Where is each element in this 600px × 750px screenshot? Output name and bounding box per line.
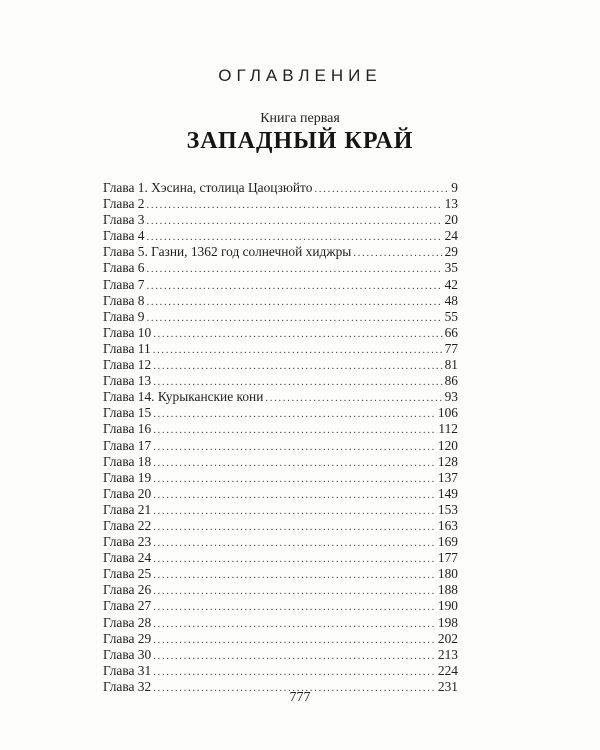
toc-leader-dots	[153, 599, 436, 615]
toc-leader-dots	[147, 197, 443, 213]
toc-entry-page: 188	[437, 582, 458, 598]
toc-entry-page: 112	[438, 421, 458, 437]
toc-entry	[103, 421, 458, 437]
toc-entry	[103, 663, 458, 679]
toc-leader-dots	[147, 229, 443, 245]
toc-entry	[103, 277, 458, 293]
toc-entry-title: Глава 16	[103, 421, 152, 437]
toc-entry	[103, 582, 458, 598]
toc-entry	[103, 180, 458, 196]
toc-leader-dots	[153, 632, 436, 648]
toc-entry-title: Глава 22	[103, 517, 152, 533]
toc-entry-page: 13	[444, 196, 458, 212]
toc-leader-dots	[147, 213, 443, 229]
toc-entry-page: 149	[437, 485, 458, 501]
toc-entry-page: 128	[437, 453, 458, 469]
toc-entry	[103, 615, 458, 631]
toc-entry	[103, 212, 458, 228]
toc-entry-title: Глава 23	[103, 534, 152, 550]
toc-entry-page: 35	[444, 260, 458, 276]
toc-entry	[103, 244, 458, 260]
toc-leader-dots	[153, 439, 436, 455]
toc-entry-title: Глава 26	[103, 582, 152, 598]
toc-leader-dots	[147, 261, 443, 277]
toc-entry	[103, 566, 458, 582]
toc-entry-title: Глава 2	[103, 196, 145, 212]
toc-entry-title: Глава 12	[103, 357, 152, 373]
toc-entry	[103, 293, 458, 309]
toc-entry-page: 24	[444, 228, 458, 244]
toc-entry-title: Глава 19	[103, 469, 152, 485]
toc-entry	[103, 454, 458, 470]
toc-entry-title: Глава 24	[103, 550, 152, 566]
toc-entry	[103, 405, 458, 421]
toc-entry-page: 153	[437, 501, 458, 517]
toc-list	[103, 180, 458, 695]
toc-entry	[103, 502, 458, 518]
toc-entry-title: Глава 15	[103, 405, 152, 421]
toc-entry-page: 9	[451, 180, 458, 195]
toc-leader-dots	[153, 583, 436, 599]
toc-entry-page: 177	[437, 550, 458, 566]
toc-leader-dots	[153, 567, 436, 583]
toc-entry	[103, 647, 458, 663]
toc-entry-title: Глава 29	[103, 630, 152, 646]
toc-entry-title: Глава 17	[103, 437, 152, 453]
toc-entry	[103, 389, 458, 405]
toc-entry	[103, 228, 458, 244]
toc-entry-title: Глава 3	[103, 212, 145, 228]
toc-entry	[103, 631, 458, 647]
toc-entry	[103, 438, 458, 454]
toc-entry-page: 198	[437, 614, 458, 630]
toc-entry-title: Глава 1. Хэсина, столица Цаоцзюйто	[103, 180, 313, 195]
toc-leader-dots	[153, 535, 436, 551]
toc-entry-title: Глава 25	[103, 566, 152, 582]
toc-entry-page: 55	[444, 308, 458, 324]
toc-entry-page: 180	[437, 566, 458, 582]
toc-leader-dots	[153, 358, 442, 374]
toc-entry-page: 81	[444, 357, 458, 373]
book-part-title: ЗАПАДНЫЙ КРАЙ	[186, 128, 414, 154]
toc-entry-page: 120	[437, 437, 458, 453]
toc-entry-title: Глава 20	[103, 485, 152, 501]
toc-leader-dots	[153, 342, 443, 358]
toc-heading: ОГЛАВЛЕНИЕ	[218, 66, 382, 85]
toc-leader-dots	[265, 390, 442, 406]
toc-entry-title: Глава 7	[103, 276, 145, 292]
toc-entry-page: 93	[444, 389, 458, 405]
toc-entry-title: Глава 11	[103, 340, 151, 356]
toc-entry	[103, 196, 458, 212]
toc-entry-page: 224	[437, 662, 458, 678]
toc-entry-title: Глава 30	[103, 646, 152, 662]
toc-leader-dots	[153, 422, 436, 438]
toc-entry-title: Глава 13	[103, 373, 152, 389]
toc-entry-title: Глава 10	[103, 324, 152, 340]
toc-entry-title: Глава 5. Газни, 1362 год солнечной хиджры	[103, 244, 352, 260]
toc-entry-title: Глава 32	[103, 678, 152, 694]
toc-entry-title: Глава 31	[103, 662, 152, 678]
toc-entry	[103, 518, 458, 534]
toc-entry	[103, 325, 458, 341]
toc-entry-title: Глава 18	[103, 453, 152, 469]
toc-entry-title: Глава 27	[103, 598, 152, 614]
toc-entry	[103, 550, 458, 566]
toc-entry	[103, 534, 458, 550]
toc-entry	[103, 309, 458, 325]
toc-entry-page: 86	[444, 373, 458, 389]
toc-leader-dots	[314, 181, 449, 197]
toc-entry-page: 190	[437, 598, 458, 614]
page-number: 777	[289, 690, 311, 705]
toc-entry-page: 163	[437, 517, 458, 533]
toc-leader-dots	[153, 487, 436, 503]
toc-entry-page: 169	[437, 534, 458, 550]
toc-leader-dots	[153, 503, 436, 519]
toc-entry-page: 20	[444, 212, 458, 228]
toc-entry	[103, 357, 458, 373]
toc-leader-dots	[153, 455, 436, 471]
toc-leader-dots	[153, 551, 436, 567]
toc-entry-page: 213	[437, 646, 458, 662]
toc-entry	[103, 260, 458, 276]
toc-entry-page: 137	[437, 469, 458, 485]
toc-entry-page: 66	[444, 324, 458, 340]
toc-leader-dots	[353, 245, 442, 261]
toc-entry-title: Глава 9	[103, 308, 145, 324]
toc-entry-page: 231	[437, 678, 458, 694]
toc-entry-title: Глава 14. Курыканские кони	[103, 389, 264, 405]
toc-entry	[103, 598, 458, 614]
toc-entry-title: Глава 28	[103, 614, 152, 630]
book-part-label: Книга первая	[260, 111, 340, 126]
toc-entry-page: 202	[437, 630, 458, 646]
toc-leader-dots	[147, 278, 443, 294]
toc-leader-dots	[153, 648, 436, 664]
toc-leader-dots	[147, 294, 443, 310]
toc-leader-dots	[153, 664, 436, 680]
toc-entry-page: 42	[444, 276, 458, 292]
toc-entry-page: 106	[437, 405, 458, 421]
toc-entry-title: Глава 8	[103, 292, 145, 308]
toc-leader-dots	[153, 406, 436, 422]
toc-entry	[103, 470, 458, 486]
toc-entry-title: Глава 6	[103, 260, 145, 276]
toc-entry-page: 77	[444, 340, 458, 356]
toc-entry-page: 29	[444, 244, 458, 260]
toc-entry-page: 48	[444, 292, 458, 308]
toc-leader-dots	[153, 374, 442, 390]
toc-entry	[103, 341, 458, 357]
toc-entry	[103, 373, 458, 389]
toc-leader-dots	[153, 326, 442, 342]
toc-leader-dots	[153, 519, 436, 535]
toc-entry-title: Глава 4	[103, 228, 145, 244]
toc-leader-dots	[153, 616, 436, 632]
toc-leader-dots	[147, 310, 443, 326]
toc-entry	[103, 486, 458, 502]
toc-leader-dots	[153, 471, 436, 487]
toc-entry-title: Глава 21	[103, 501, 152, 517]
